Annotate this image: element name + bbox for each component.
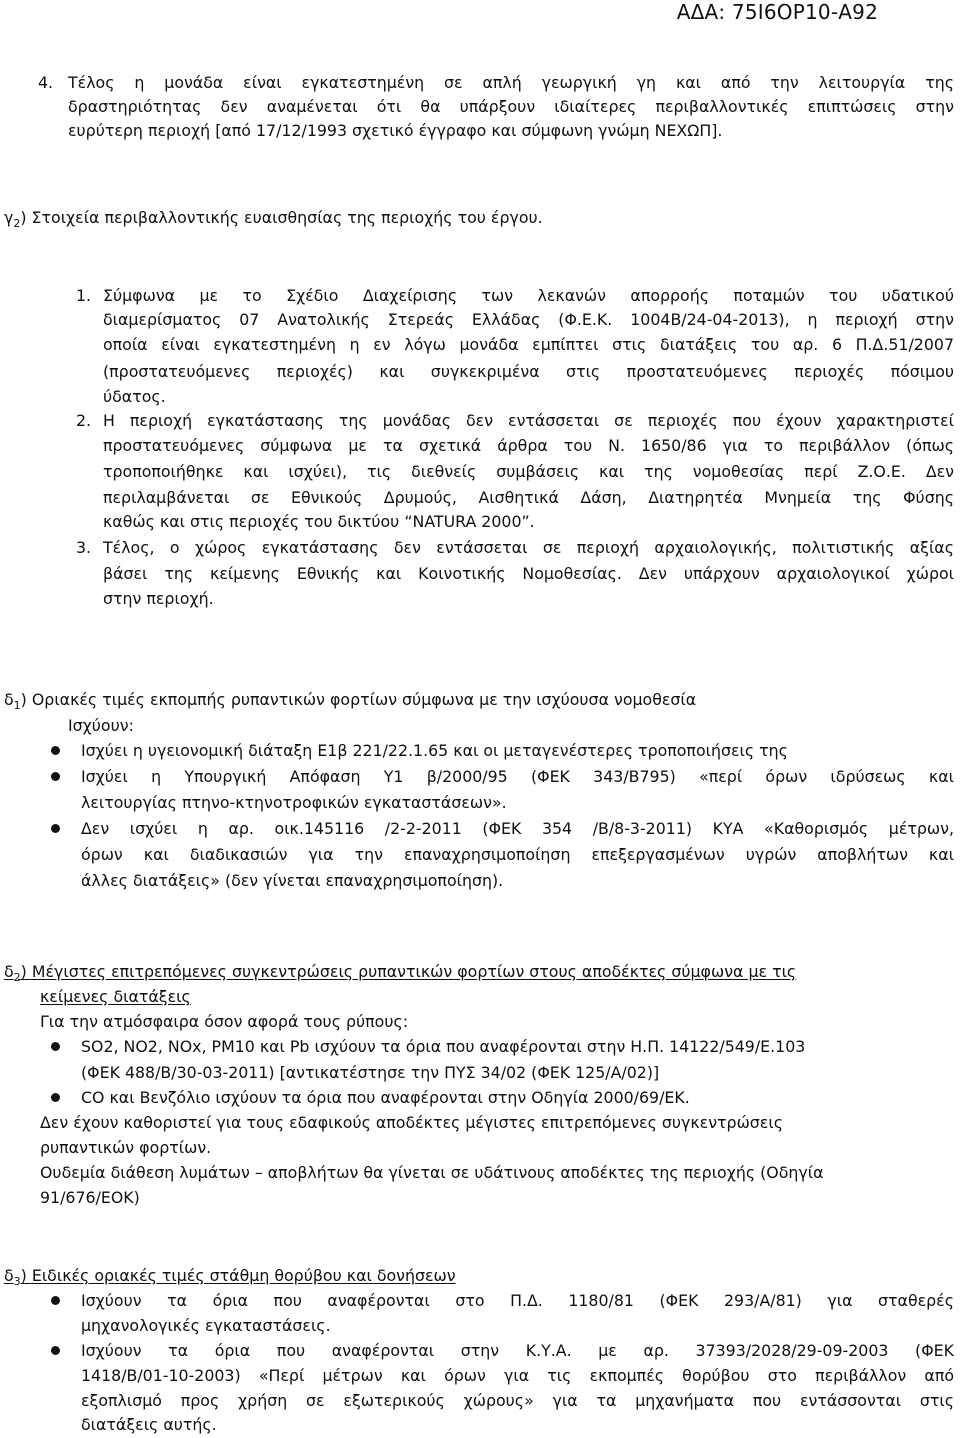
g2-item-2-line: Η περιοχή εγκατάστασης της μονάδας δεν εντάσσεται σε περιοχές που έχουν χαρακτηριστεί [103, 411, 954, 430]
bullet-icon [51, 1296, 60, 1305]
g2-item-3-line: βάσει της κείμενης Εθνικής και Κοινοτικής Νομοθεσίας. Δεν υπάρχουν αρχαιολογικοί χώροι [103, 564, 954, 583]
g2-item-2-line: καθώς και στις περιοχές του δικτύου “NATURA 2000”. [103, 512, 535, 531]
ada-code: ΑΔΑ: 75Ι6ΟΡ10-Α92 [676, 0, 878, 24]
d2-bullet-1-line: (ΦΕΚ 488/Β/30-03-2011) [αντικατέστησε την ΠΥΣ 34/02 (ΦΕΚ 125/Α/02)] [81, 1063, 660, 1082]
bullet-icon [51, 824, 60, 833]
d3-bullet-2-line: διατάξεις αυτής. [81, 1415, 217, 1434]
g2-item-3-line: Τέλος, ο χώρος εγκατάστασης δεν εντάσσεται σε περιοχή αρχαιολογικής, πολιτιστικής αξίας [103, 538, 954, 557]
section-d1-subtitle: Ισχύουν: [68, 716, 134, 735]
bullet-icon [51, 1093, 60, 1102]
g2-item-2-line: περιλαμβάνεται σε Εθνικούς Δρυμούς, Αισθητικά Δάση, Διατηρητέα Μνημεία της Φύσης [103, 488, 954, 507]
bullet-icon [51, 1042, 60, 1051]
item-4-line: ευρύτερη περιοχή [από 17/12/1993 σχετικό έγγραφο και σύμφωνη γνώμη ΝΕΧΩΠ]. [68, 121, 723, 140]
g2-item-1-line: διαμερίσματος 07 Ανατολικής Στερεάς Ελλάδας (Φ.Ε.Κ. 1004Β/24-04-2013), η περιοχή στην [103, 310, 954, 329]
item-4-line: Τέλος η μονάδα είναι εγκατεστημένη σε απλή γεωργική γη και από την λειτουργία της [68, 73, 954, 92]
d3-bullet-1-line: Ισχύουν τα όρια που αναφέρονται στο Π.Δ. 1180/81 (ΦΕΚ 293/Α/81) για σταθερές [81, 1291, 954, 1310]
bullet-icon [51, 772, 60, 781]
d2-para-2-line: 91/676/ΕΟΚ) [40, 1188, 140, 1207]
d1-bullet-1-line: Ισχύει η υγειονομική διάταξη Ε1β 221/22.1.65 και οι μεταγενέστερες τροποποιήσεις της [81, 741, 788, 760]
g2-item-1-number: 1. [76, 286, 92, 305]
g2-item-1-line: ύδατος. [103, 387, 166, 406]
section-d2-heading: $\delta_2$) Μέγιστες επιτρεπόμενες συγκεντρώσεις ρυπαντικών φορτίων στους αποδέκτες σύμφωνα με τις [4, 962, 797, 984]
d1-bullet-3-line: άλλες διατάξεις» (δεν γίνεται επαναχρησιμοποίηση). [81, 871, 504, 890]
g2-item-3-number: 3. [76, 538, 92, 557]
section-g2-heading: $\gamma_2$) Στοιχεία περιβαλλοντικής ευαισθησίας της περιοχής του έργου. [4, 208, 543, 230]
section-d2-intro: Για την ατμόσφαιρα όσον αφορά τους ρύπους: [40, 1012, 409, 1031]
g2-item-3-line: στην περιοχή. [103, 589, 214, 608]
d2-para-2-line: Ουδεμία διάθεση λυμάτων – αποβλήτων θα γίνεται σε υδάτινους αποδέκτες της περιοχής (Οδηγία [40, 1163, 824, 1182]
d3-bullet-2-line: Ισχύουν τα όρια που αναφέρονται στην Κ.Υ.Α. με αρ. 37393/2028/29-09-2003 (ΦΕΚ [81, 1341, 954, 1360]
g2-item-2-number: 2. [76, 411, 92, 430]
bullet-icon [51, 746, 60, 755]
bullet-icon [51, 1346, 60, 1355]
d3-bullet-2-line: 1418/Β/01-10-2003) «Περί μέτρων και όρων για τις εκπομπές θορύβου στο περιβάλλον από [81, 1366, 954, 1385]
section-d2-heading-cont: κείμενες διατάξεις [40, 987, 191, 1006]
d2-bullet-2-line: CO και Βενζόλιο ισχύουν τα όρια που αναφέρονται στην Οδηγία 2000/69/ΕΚ. [81, 1088, 690, 1107]
d2-bullet-1-line: SO2, NO2, NOx, PM10 και Pb ισχύουν τα όρια που αναφέρονται στην Η.Π. 14122/549/Ε.103 [81, 1037, 806, 1056]
d1-bullet-2-line: Ισχύει η Υπουργική Απόφαση Υ1 β/2000/95 (ΦΕΚ 343/Β795) «περί όρων ιδρύσεως και [81, 767, 954, 786]
section-d1-heading: $\delta_1$) Οριακές τιμές εκπομπής ρυπαντικών φορτίων σύμφωνα με την ισχύουσα νομοθεσία [4, 690, 697, 712]
d1-bullet-3-line: όρων και διαδικασιών για την επαναχρησιμοποίηση επεξεργασμένων υγρών αποβλήτων και [81, 845, 954, 864]
d3-bullet-1-line: μηχανολογικές εγκαταστάσεις. [81, 1316, 331, 1335]
g2-item-1-line: (προστατευόμενες περιοχές) και συγκεκριμένα στις προστατευόμενες περιοχές πόσιμου [103, 362, 954, 381]
d1-bullet-2-line: λειτουργίας πτηνο-κτηνοτροφικών εγκαταστάσεων». [81, 793, 507, 812]
d2-para-1-line: ρυπαντικών φορτίων. [40, 1138, 212, 1157]
g2-item-2-line: τροποποιήθηκε και ισχύει), τις διεθνείς συμβάσεις και της νομοθεσίας περί Ζ.Ο.Ε. Δεν [103, 462, 954, 481]
d3-bullet-2-line: εξοπλισμό προς χρήση σε εξωτερικούς χώρους» για τα μηχανήματα που εντάσσονται στις [81, 1391, 954, 1410]
g2-item-1-line: Σύμφωνα με το Σχέδιο Διαχείρισης των λεκανών απορροής ποταμών του υδατικού [103, 286, 954, 305]
d1-bullet-3-line: Δεν ισχύει η αρ. οικ.145116 /2-2-2011 (ΦΕΚ 354 /Β/8-3-2011) ΚΥΑ «Καθορισμός μέτρων, [81, 819, 954, 838]
item-4-number: 4. [38, 73, 54, 92]
g2-item-1-line: οποία είναι εγκατεστημένη η εν λόγω μονάδα εμπίπτει στις διατάξεις του αρ. 6 Π.Δ.51/2007 [103, 335, 954, 354]
section-d3-heading: $\delta_3$) Ειδικές οριακές τιμές στάθμη θορύβου και δονήσεων [4, 1266, 456, 1288]
d2-para-1-line: Δεν έχουν καθοριστεί για τους εδαφικούς αποδέκτες μέγιστες επιτρεπόμενες συγκεντρώσεις [40, 1113, 783, 1132]
item-4-line: δραστηριότητας δεν αναμένεται ότι θα υπάρξουν ιδιαίτερες περιβαλλοντικές επιπτώσεις στην [68, 97, 954, 116]
g2-item-2-line: προστατευόμενες σύμφωνα με τα σχετικά άρθρα του Ν. 1650/86 για το περιβάλλον (όπως [103, 436, 954, 455]
